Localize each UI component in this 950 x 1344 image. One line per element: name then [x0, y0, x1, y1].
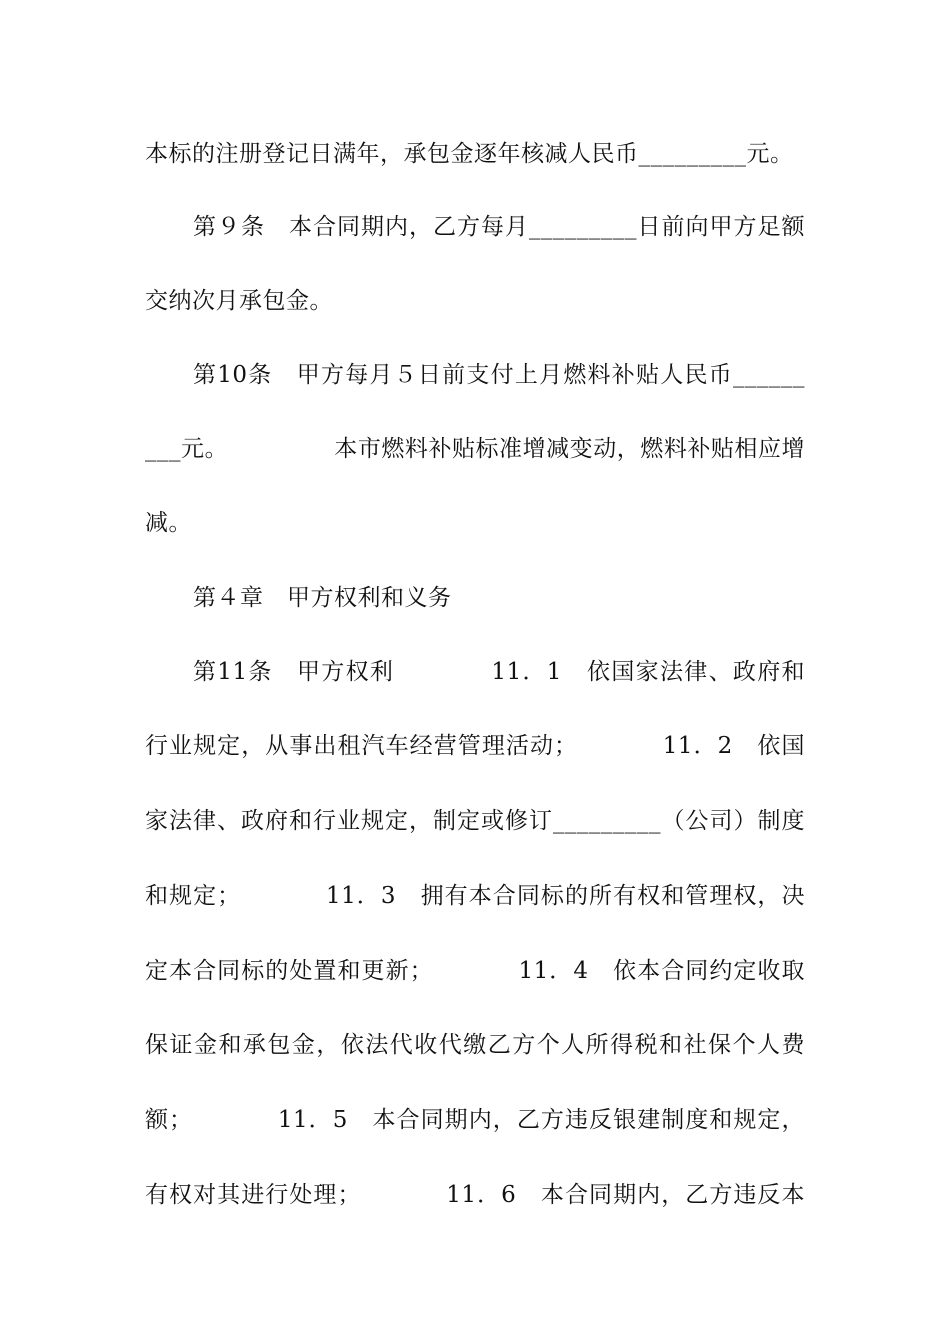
text-line-14: 额； 11．5 本合同期内，乙方违反银建制度和规定，: [145, 1107, 805, 1133]
text-line-1: 本标的注册登记日满年，承包金逐年核减人民币_________元。: [145, 141, 794, 167]
text-line-3: 交纳次月承包金。: [145, 288, 333, 314]
text-line-11: 和规定； 11．3 拥有本合同标的所有权和管理权，决: [145, 883, 805, 909]
text-line-5: ___元。 本市燃料补贴标准增减变动，燃料补贴相应增: [145, 436, 805, 462]
text-line-2: 第９条 本合同期内，乙方每月_________日前向甲方足额: [193, 214, 805, 240]
text-line-12: 定本合同标的处置和更新； 11．4 依本合同约定收取: [145, 958, 805, 984]
text-line-13: 保证金和承包金，依法代收代缴乙方个人所得税和社保个人费: [145, 1032, 805, 1058]
text-line-9: 行业规定，从事出租汽车经营管理活动； 11．2 依国: [145, 733, 805, 759]
text-line-10: 家法律、政府和行业规定，制定或修订_________（公司）制度: [145, 808, 805, 834]
chapter-heading: 第４章 甲方权利和义务: [193, 585, 452, 611]
text-line-4: 第10条 甲方每月５日前支付上月燃料补贴人民币______: [193, 362, 805, 388]
text-line-8: 第11条 甲方权利 11．1 依国家法律、政府和: [193, 659, 805, 685]
text-line-6: 减。: [145, 510, 192, 536]
text-line-15: 有权对其进行处理； 11．6 本合同期内，乙方违反本: [145, 1182, 805, 1208]
